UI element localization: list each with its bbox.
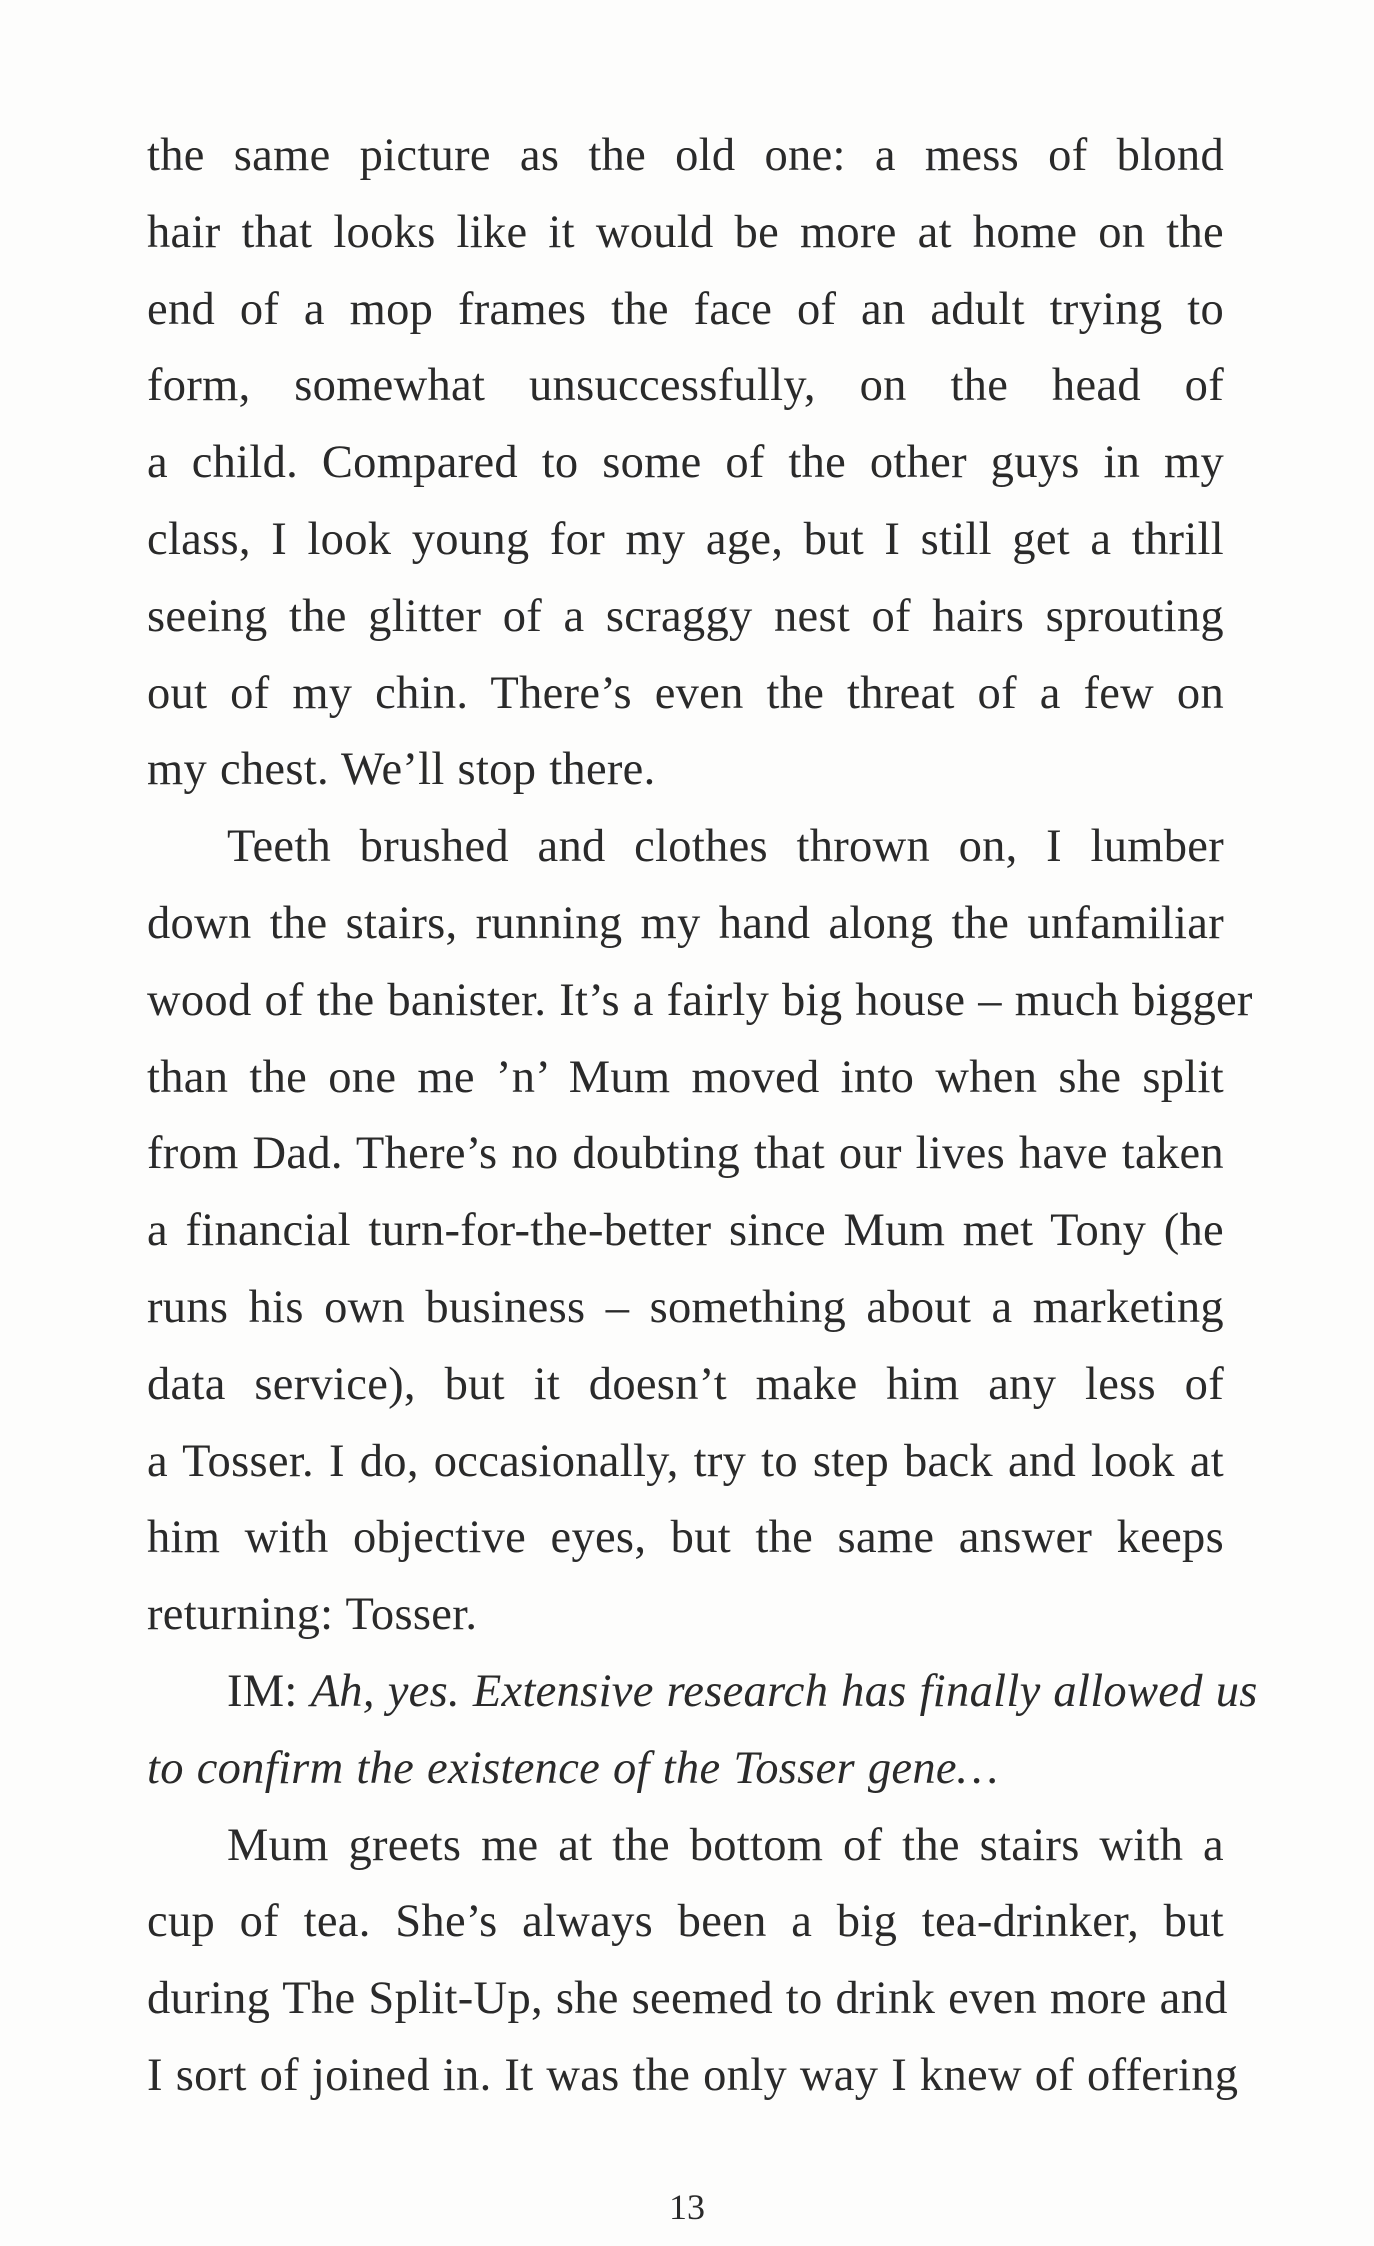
text-line: end of a mop frames the face of an adult trying to [147, 283, 1224, 335]
text-line: cup of tea. She’s always been a big tea-drinker, but [147, 1896, 1224, 1948]
text-line: from Dad. There’s no doubting that our lives have taken [147, 1128, 1224, 1180]
text-line: I sort of joined in. It was the only way I knew of offering [147, 2049, 1239, 2101]
text-line: seeing the glitter of a scraggy nest of hairs sprouting [147, 590, 1224, 642]
text-line: out of my chin. There’s even the threat of a few on [147, 667, 1224, 719]
inner-monologue-line: to confirm the existence of the Tosser gene… [147, 1742, 999, 1794]
text-line: than the one me ’n’ Mum moved into when she split [147, 1051, 1224, 1103]
text-line: class, I look young for my age, but I still get a thrill [147, 513, 1224, 565]
text-line: form, somewhat unsuccessfully, on the head of [147, 360, 1224, 412]
monologue-text: Ah, yes. Extensive research has finally allowed us [310, 1665, 1258, 1717]
text-line: a Tosser. I do, occasionally, try to step back and look at [147, 1435, 1224, 1487]
text-line: Teeth brushed and clothes thrown on, I lumber [227, 821, 1224, 873]
text-line: my chest. We’ll stop there. [147, 744, 656, 796]
speaker-label: IM: [227, 1665, 298, 1717]
body-text [147, 118, 1258, 2115]
inner-monologue-line [147, 1654, 1258, 1731]
text-line: a child. Compared to some of the other guys in my [147, 437, 1224, 489]
text-line: wood of the banister. It’s a fairly big house – much bigger [147, 974, 1253, 1026]
text-line: a financial turn-for-the-better since Mum met Tony (he [147, 1205, 1224, 1257]
page-number: 13 [669, 2187, 705, 2227]
text-line: returning: Tosser. [147, 1589, 478, 1641]
text-line: hair that looks like it would be more at home on the [147, 206, 1224, 258]
text-line: runs his own business – something about a marketing [147, 1281, 1224, 1333]
text-line: during The Split-Up, she seemed to drink even more and [147, 1973, 1228, 2025]
text-line: data service), but it doesn’t make him any less of [147, 1358, 1224, 1410]
text-line: Mum greets me at the bottom of the stairs with a [227, 1819, 1224, 1871]
text-line: him with objective eyes, but the same answer keeps [147, 1512, 1224, 1564]
text-line: the same picture as the old one: a mess of blond [147, 130, 1224, 181]
text-line: down the stairs, running my hand along the unfamiliar [147, 897, 1224, 949]
